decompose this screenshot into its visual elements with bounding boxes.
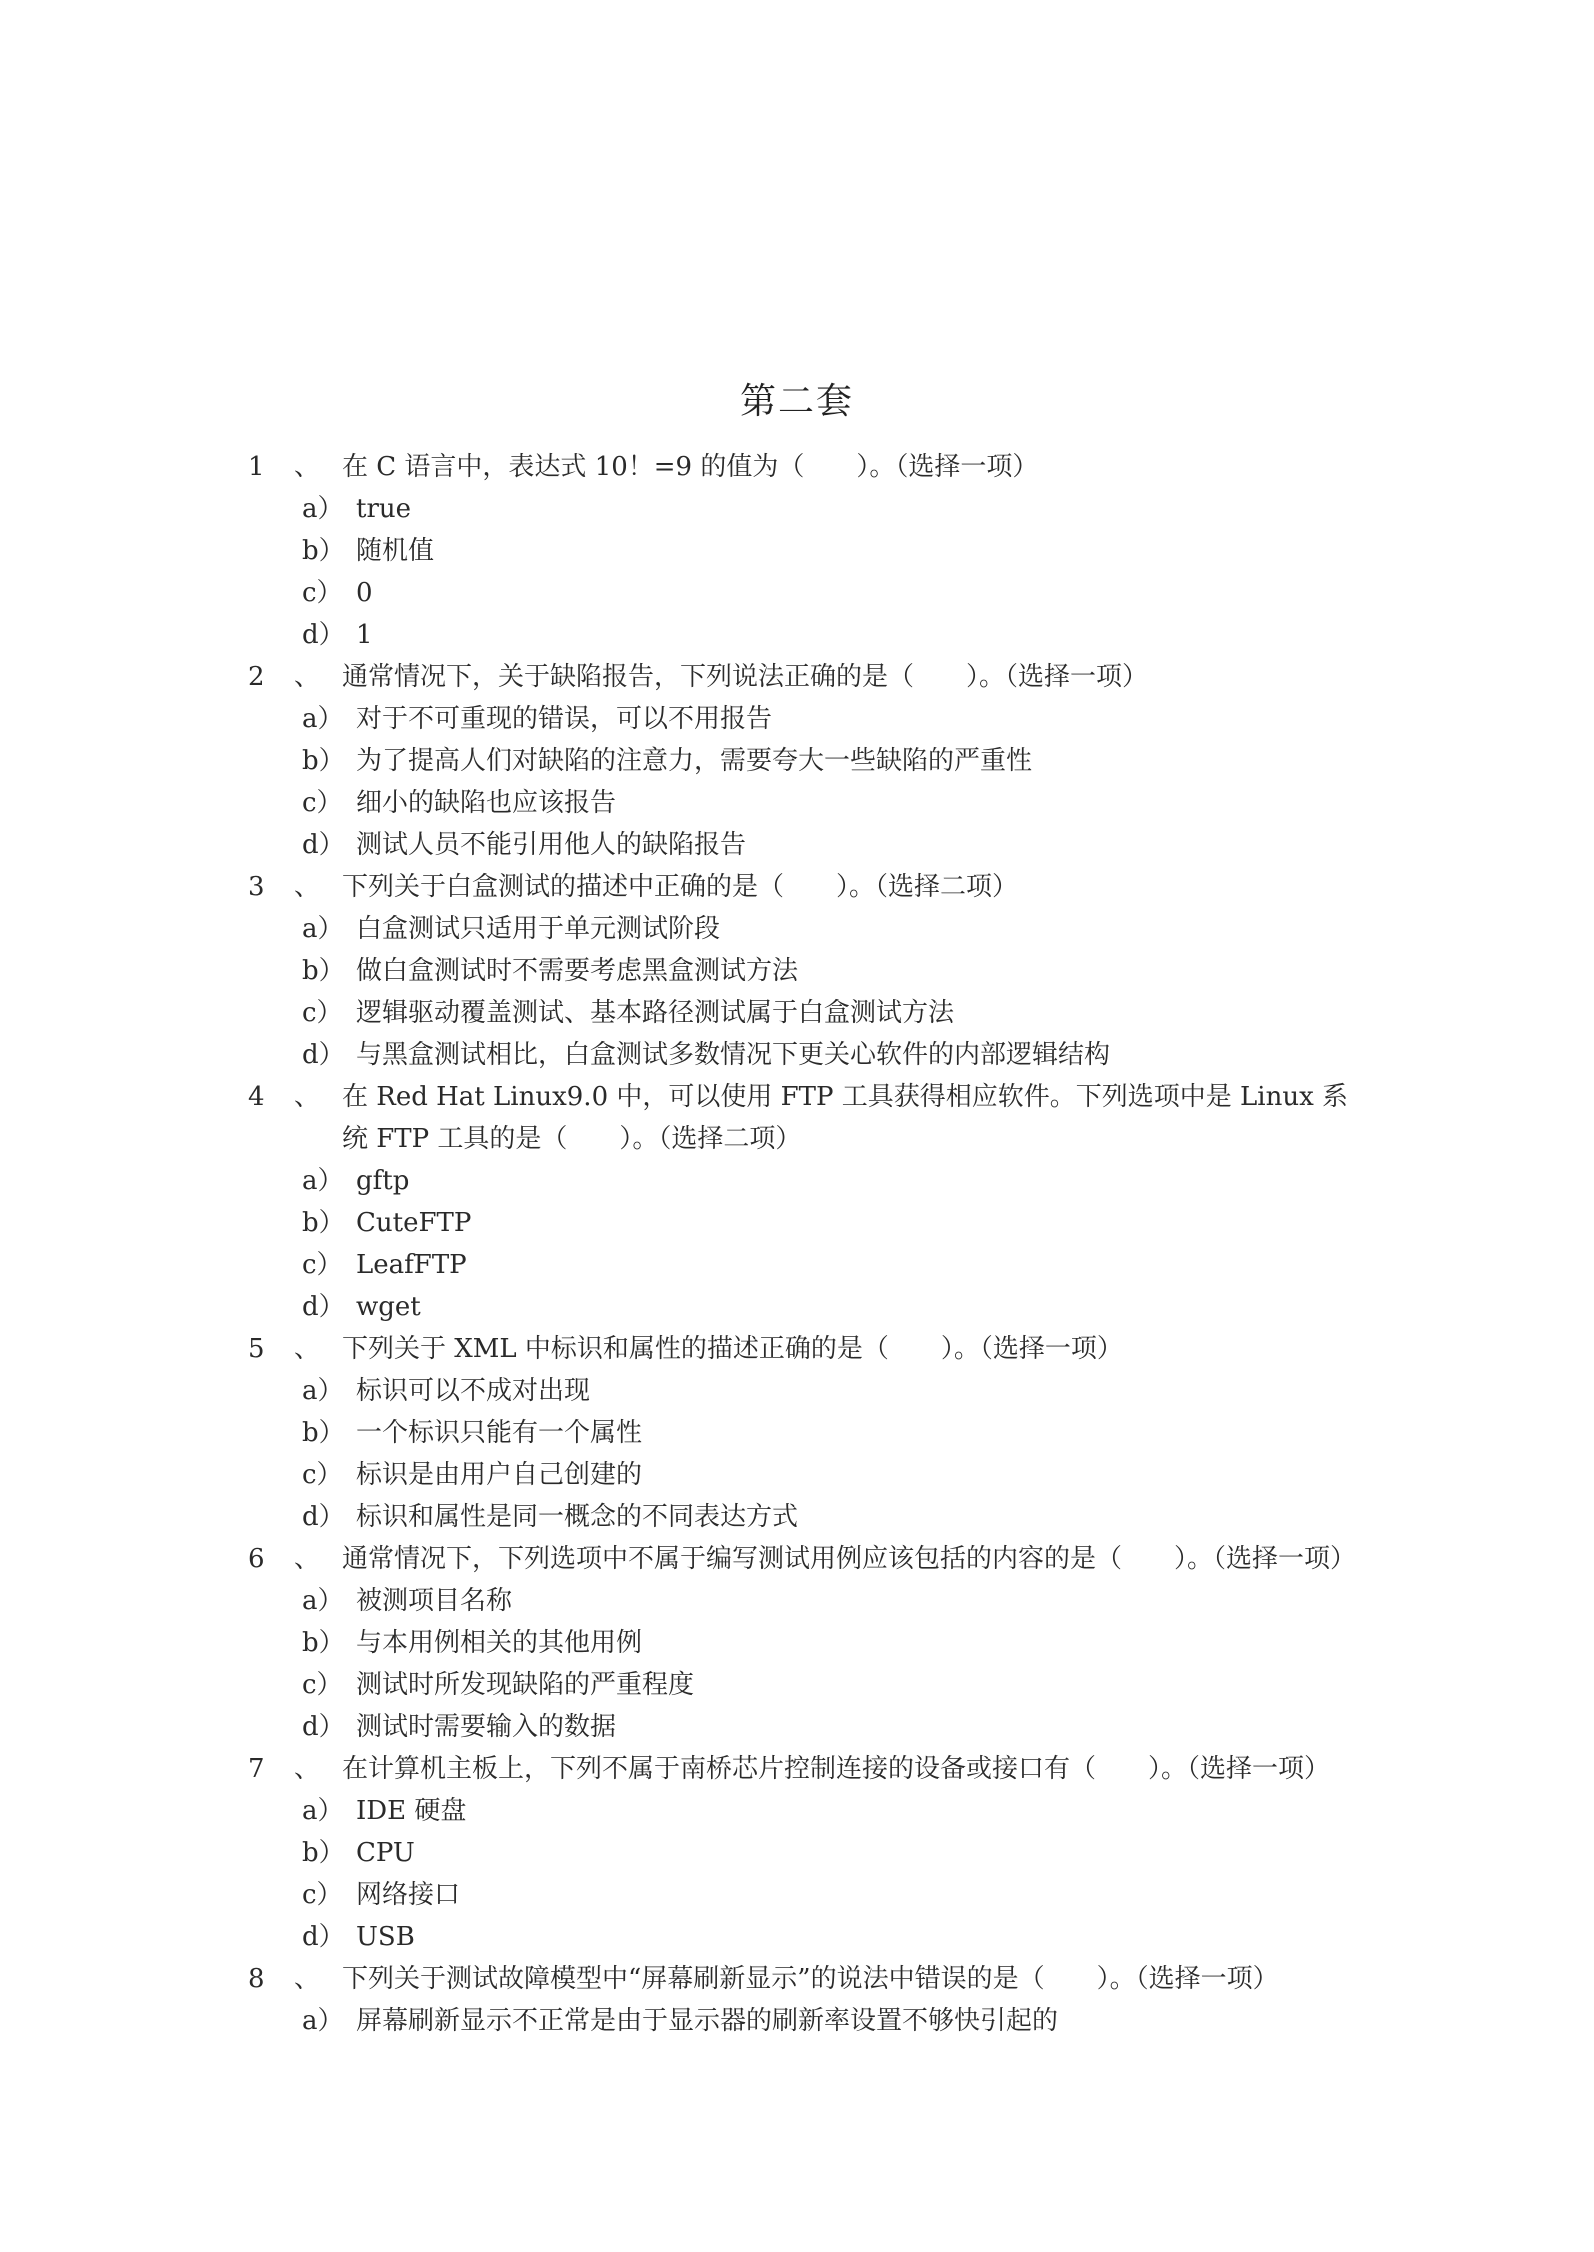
question-separator: 、 (294, 872, 321, 902)
option-letter: b） (302, 1208, 345, 1238)
option-text: 标识是由用户自己创建的 (356, 1460, 643, 1490)
answer-option (248, 572, 1368, 614)
answer-option (248, 1202, 1368, 1244)
option-letter: c） (302, 578, 343, 608)
option-text: 测试时需要输入的数据 (356, 1712, 617, 1742)
option-text: 标识可以不成对出现 (356, 1376, 591, 1406)
question-5 (248, 1328, 1368, 1370)
question-number: 6 (248, 1544, 265, 1574)
answer-option (248, 698, 1368, 740)
question-separator: 、 (294, 1754, 321, 1784)
answer-option (248, 488, 1368, 530)
option-letter: b） (302, 956, 345, 986)
question-number: 7 (248, 1754, 265, 1784)
question-separator: 、 (294, 662, 321, 692)
option-letter: a） (302, 704, 344, 734)
option-letter: d） (302, 1922, 345, 1952)
answer-option (248, 1580, 1368, 1622)
option-letter: b） (302, 1838, 345, 1868)
option-text: 与本用例相关的其他用例 (356, 1628, 643, 1658)
question-number: 1 (248, 452, 265, 482)
option-text: 被测项目名称 (356, 1586, 513, 1616)
option-letter: b） (302, 746, 345, 776)
question-1 (248, 446, 1368, 488)
question-number: 8 (248, 1964, 265, 1994)
question-7 (248, 1748, 1368, 1790)
question-separator: 、 (294, 1334, 321, 1364)
option-text: wget (356, 1292, 421, 1322)
option-text: 为了提高人们对缺陷的注意力，需要夸大一些缺陷的严重性 (356, 746, 1033, 776)
option-text: gftp (356, 1166, 410, 1196)
answer-option (248, 1790, 1368, 1832)
answer-option (248, 908, 1368, 950)
option-letter: a） (302, 1796, 344, 1826)
option-text: IDE 硬盘 (356, 1796, 467, 1826)
answer-option (248, 1160, 1368, 1202)
option-letter: d） (302, 830, 345, 860)
option-letter: b） (302, 1418, 345, 1448)
option-letter: d） (302, 1040, 345, 1070)
question-number: 3 (248, 872, 265, 902)
question-number: 5 (248, 1334, 265, 1364)
option-letter: d） (302, 620, 345, 650)
option-letter: d） (302, 1292, 345, 1322)
answer-option (248, 1244, 1368, 1286)
question-8 (248, 1958, 1368, 2000)
option-text: CPU (356, 1838, 415, 1868)
question-text: 在计算机主板上，下列不属于南桥芯片控制连接的设备或接口有（ ）。（选择一项） (342, 1754, 1331, 1784)
option-text: 对于不可重现的错误，可以不用报告 (356, 704, 773, 734)
question-separator: 、 (294, 452, 321, 482)
question-separator: 、 (294, 1964, 321, 1994)
answer-option (248, 2000, 1368, 2042)
question-separator: 、 (294, 1082, 321, 1112)
answer-option (248, 530, 1368, 572)
option-letter: a） (302, 914, 344, 944)
option-letter: a） (302, 1586, 344, 1616)
question-text: 下列关于测试故障模型中“屏幕刷新显示”的说法中错误的是（ ）。（选择一项） (342, 1964, 1279, 1994)
option-letter: c） (302, 998, 343, 1028)
option-letter: c） (302, 1670, 343, 1700)
answer-option (248, 1286, 1368, 1328)
option-text: 逻辑驱动覆盖测试、基本路径测试属于白盒测试方法 (356, 998, 955, 1028)
question-number: 2 (248, 662, 265, 692)
option-text: LeafFTP (356, 1250, 467, 1280)
option-letter: d） (302, 1712, 345, 1742)
option-letter: c） (302, 1250, 343, 1280)
question-number: 4 (248, 1082, 265, 1112)
answer-option (248, 950, 1368, 992)
option-letter: d） (302, 1502, 345, 1532)
answer-option (248, 1832, 1368, 1874)
question-text: 下列关于白盒测试的描述中正确的是（ ）。（选择二项） (342, 872, 1019, 902)
option-text: USB (356, 1922, 415, 1952)
option-text: 1 (356, 620, 373, 650)
option-text: 细小的缺陷也应该报告 (356, 788, 617, 818)
option-letter: b） (302, 1628, 345, 1658)
option-letter: a） (302, 1376, 344, 1406)
option-letter: a） (302, 1166, 344, 1196)
answer-option (248, 1622, 1368, 1664)
answer-option (248, 1454, 1368, 1496)
answer-option (248, 824, 1368, 866)
answer-option (248, 614, 1368, 656)
option-letter: a） (302, 2006, 344, 2036)
option-text: 白盒测试只适用于单元测试阶段 (356, 914, 721, 944)
option-text: 屏幕刷新显示不正常是由于显示器的刷新率设置不够快引起的 (356, 2006, 1059, 2036)
option-letter: c） (302, 1880, 343, 1910)
answer-option (248, 1370, 1368, 1412)
question-3 (248, 866, 1368, 908)
question-text: 在 Red Hat Linux9.0 中，可以使用 FTP 工具获得相应软件。下列选项中是 Linux 系统 FTP 工具的是（ ）。（选择二项） (342, 1082, 1349, 1154)
question-text: 在 C 语言中，表达式 10！=9 的值为（ ）。（选择一项） (342, 452, 1039, 482)
question-list (248, 446, 1368, 2042)
answer-option (248, 992, 1368, 1034)
option-text: CuteFTP (356, 1208, 472, 1238)
answer-option (248, 1874, 1368, 1916)
option-letter: a） (302, 494, 344, 524)
option-text: true (356, 494, 412, 524)
option-letter: b） (302, 536, 345, 566)
option-text: 网络接口 (356, 1880, 461, 1910)
option-text: 一个标识只能有一个属性 (356, 1418, 643, 1448)
option-text: 0 (356, 578, 373, 608)
question-6 (248, 1538, 1368, 1580)
option-letter: c） (302, 788, 343, 818)
option-text: 标识和属性是同一概念的不同表达方式 (356, 1502, 799, 1532)
page-title: 第二套 (739, 381, 854, 422)
option-text: 与黑盒测试相比，白盒测试多数情况下更关心软件的内部逻辑结构 (356, 1040, 1111, 1070)
question-separator: 、 (294, 1544, 321, 1574)
answer-option (248, 1412, 1368, 1454)
answer-option (248, 740, 1368, 782)
question-text: 下列关于 XML 中标识和属性的描述正确的是（ ）。（选择一项） (342, 1334, 1123, 1364)
question-4 (248, 1076, 1368, 1160)
option-text: 做白盒测试时不需要考虑黑盒测试方法 (356, 956, 799, 986)
answer-option (248, 1664, 1368, 1706)
option-letter: c） (302, 1460, 343, 1490)
option-text: 随机值 (356, 536, 435, 566)
question-text: 通常情况下，关于缺陷报告，下列说法正确的是（ ）。（选择一项） (342, 662, 1149, 692)
answer-option (248, 1706, 1368, 1748)
answer-option (248, 782, 1368, 824)
answer-option (248, 1916, 1368, 1958)
option-text: 测试时所发现缺陷的严重程度 (356, 1670, 695, 1700)
answer-option (248, 1034, 1368, 1076)
question-text: 通常情况下，下列选项中不属于编写测试用例应该包括的内容的是（ ）。（选择一项） (342, 1544, 1357, 1574)
answer-option (248, 1496, 1368, 1538)
option-text: 测试人员不能引用他人的缺陷报告 (356, 830, 747, 860)
question-2 (248, 656, 1368, 698)
